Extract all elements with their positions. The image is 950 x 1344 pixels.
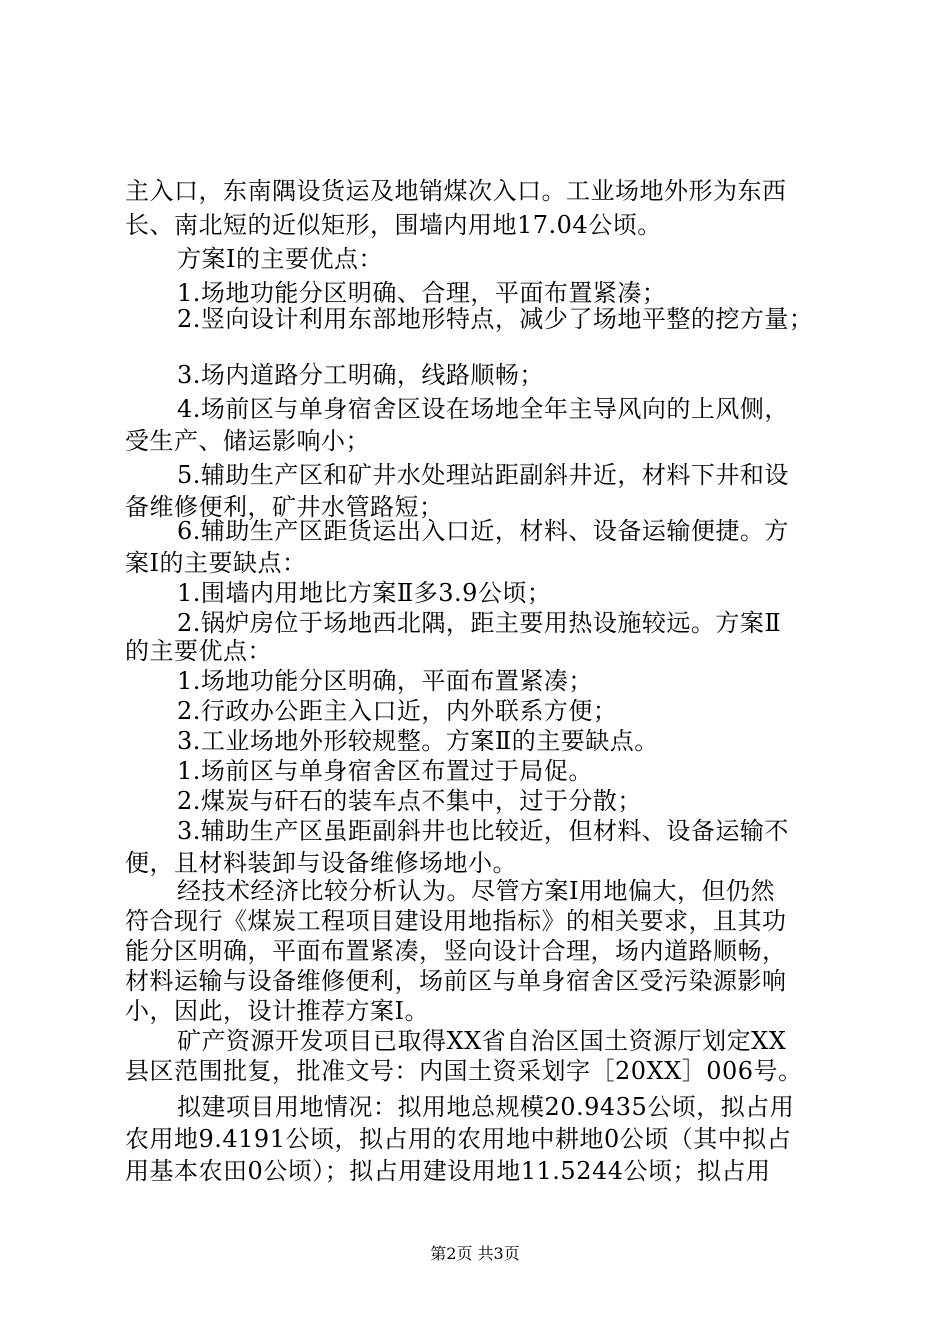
text-line: 2.锅炉房位于场地西北隅，距主要用热设施较远。方案Ⅱ xyxy=(177,609,782,637)
text-line: 6.辅助生产区距货运出入口近，材料、设备运输便捷。方 xyxy=(177,517,789,545)
page-footer: 第2页 共3页 xyxy=(430,1244,520,1263)
text-line: 2.煤炭与矸石的装车点不集中，过于分散； xyxy=(177,787,642,815)
text-line: 矿产资源开发项目已取得XX省自治区国土资源厅划定XX xyxy=(177,1027,787,1055)
text-line: 1.场地功能分区明确、合理，平面布置紧凑； xyxy=(177,279,667,307)
text-line: 用基本农田0公顷）；拟占用建设用地11.5244公顷；拟占用 xyxy=(125,1157,771,1185)
text-line: 便，且材料装卸与设备维修场地小。 xyxy=(125,849,517,877)
text-line: 县区范围批复，批准文号：内国土资采划字［20XX］006号。 xyxy=(125,1057,803,1085)
text-line: 受生产、储运影响小； xyxy=(125,427,370,455)
text-line: 能分区明确，平面布置紧凑，竖向设计合理，场内道路顺畅， xyxy=(125,937,787,965)
text-line: 小，因此，设计推荐方案Ⅰ。 xyxy=(125,997,429,1025)
text-line: 案Ⅰ的主要缺点： xyxy=(125,549,307,577)
text-line: 2.行政办公距主入口近，内外联系方便； xyxy=(177,697,618,725)
text-line: 主入口，东南隅设货运及地销煤次入口。工业场地外形为东西 xyxy=(125,177,787,205)
text-line: 2.竖向设计利用东部地形特点，减少了场地平整的挖方量； xyxy=(177,305,814,333)
text-line: 长、南北短的近似矩形，围墙内用地17.04公顷。 xyxy=(125,211,662,239)
text-line: 4.场前区与单身宿舍区设在场地全年主导风向的上风侧， xyxy=(177,395,789,423)
text-line: 5.辅助生产区和矿井水处理站距副斜井近，材料下井和设 xyxy=(177,461,789,489)
text-line: 的主要优点： xyxy=(125,637,272,665)
text-line: 1.围墙内用地比方案Ⅱ多3.9公顷； xyxy=(177,579,552,607)
text-line: 3.辅助生产区虽距副斜井也比较近，但材料、设备运输不 xyxy=(177,817,789,845)
text-line: 拟建项目用地情况：拟用地总规模20.9435公顷，拟占用 xyxy=(177,1093,795,1121)
text-line: 经技术经济比较分析认为。尽管方案Ⅰ用地偏大，但仍然 xyxy=(177,877,775,905)
text-line: 3.工业场地外形较规整。方案Ⅱ的主要缺点。 xyxy=(177,727,659,755)
text-line: 3.场内道路分工明确，线路顺畅； xyxy=(177,361,544,389)
text-line: 材料运输与设备维修便利，场前区与单身宿舍区受污染源影响 xyxy=(125,967,787,995)
text-line: 备维修便利，矿井水管路短； xyxy=(125,493,444,521)
text-line: 1.场地功能分区明确，平面布置紧凑； xyxy=(177,667,593,695)
text-line: 农用地9.4191公顷，拟占用的农用地中耕地0公顷（其中拟占 xyxy=(125,1125,792,1153)
text-line: 1.场前区与单身宿舍区布置过于局促。 xyxy=(177,757,593,785)
text-line: 符合现行《煤炭工程项目建设用地指标》的相关要求，且其功 xyxy=(125,907,787,935)
text-line: 方案Ⅰ的主要优点： xyxy=(177,245,383,273)
